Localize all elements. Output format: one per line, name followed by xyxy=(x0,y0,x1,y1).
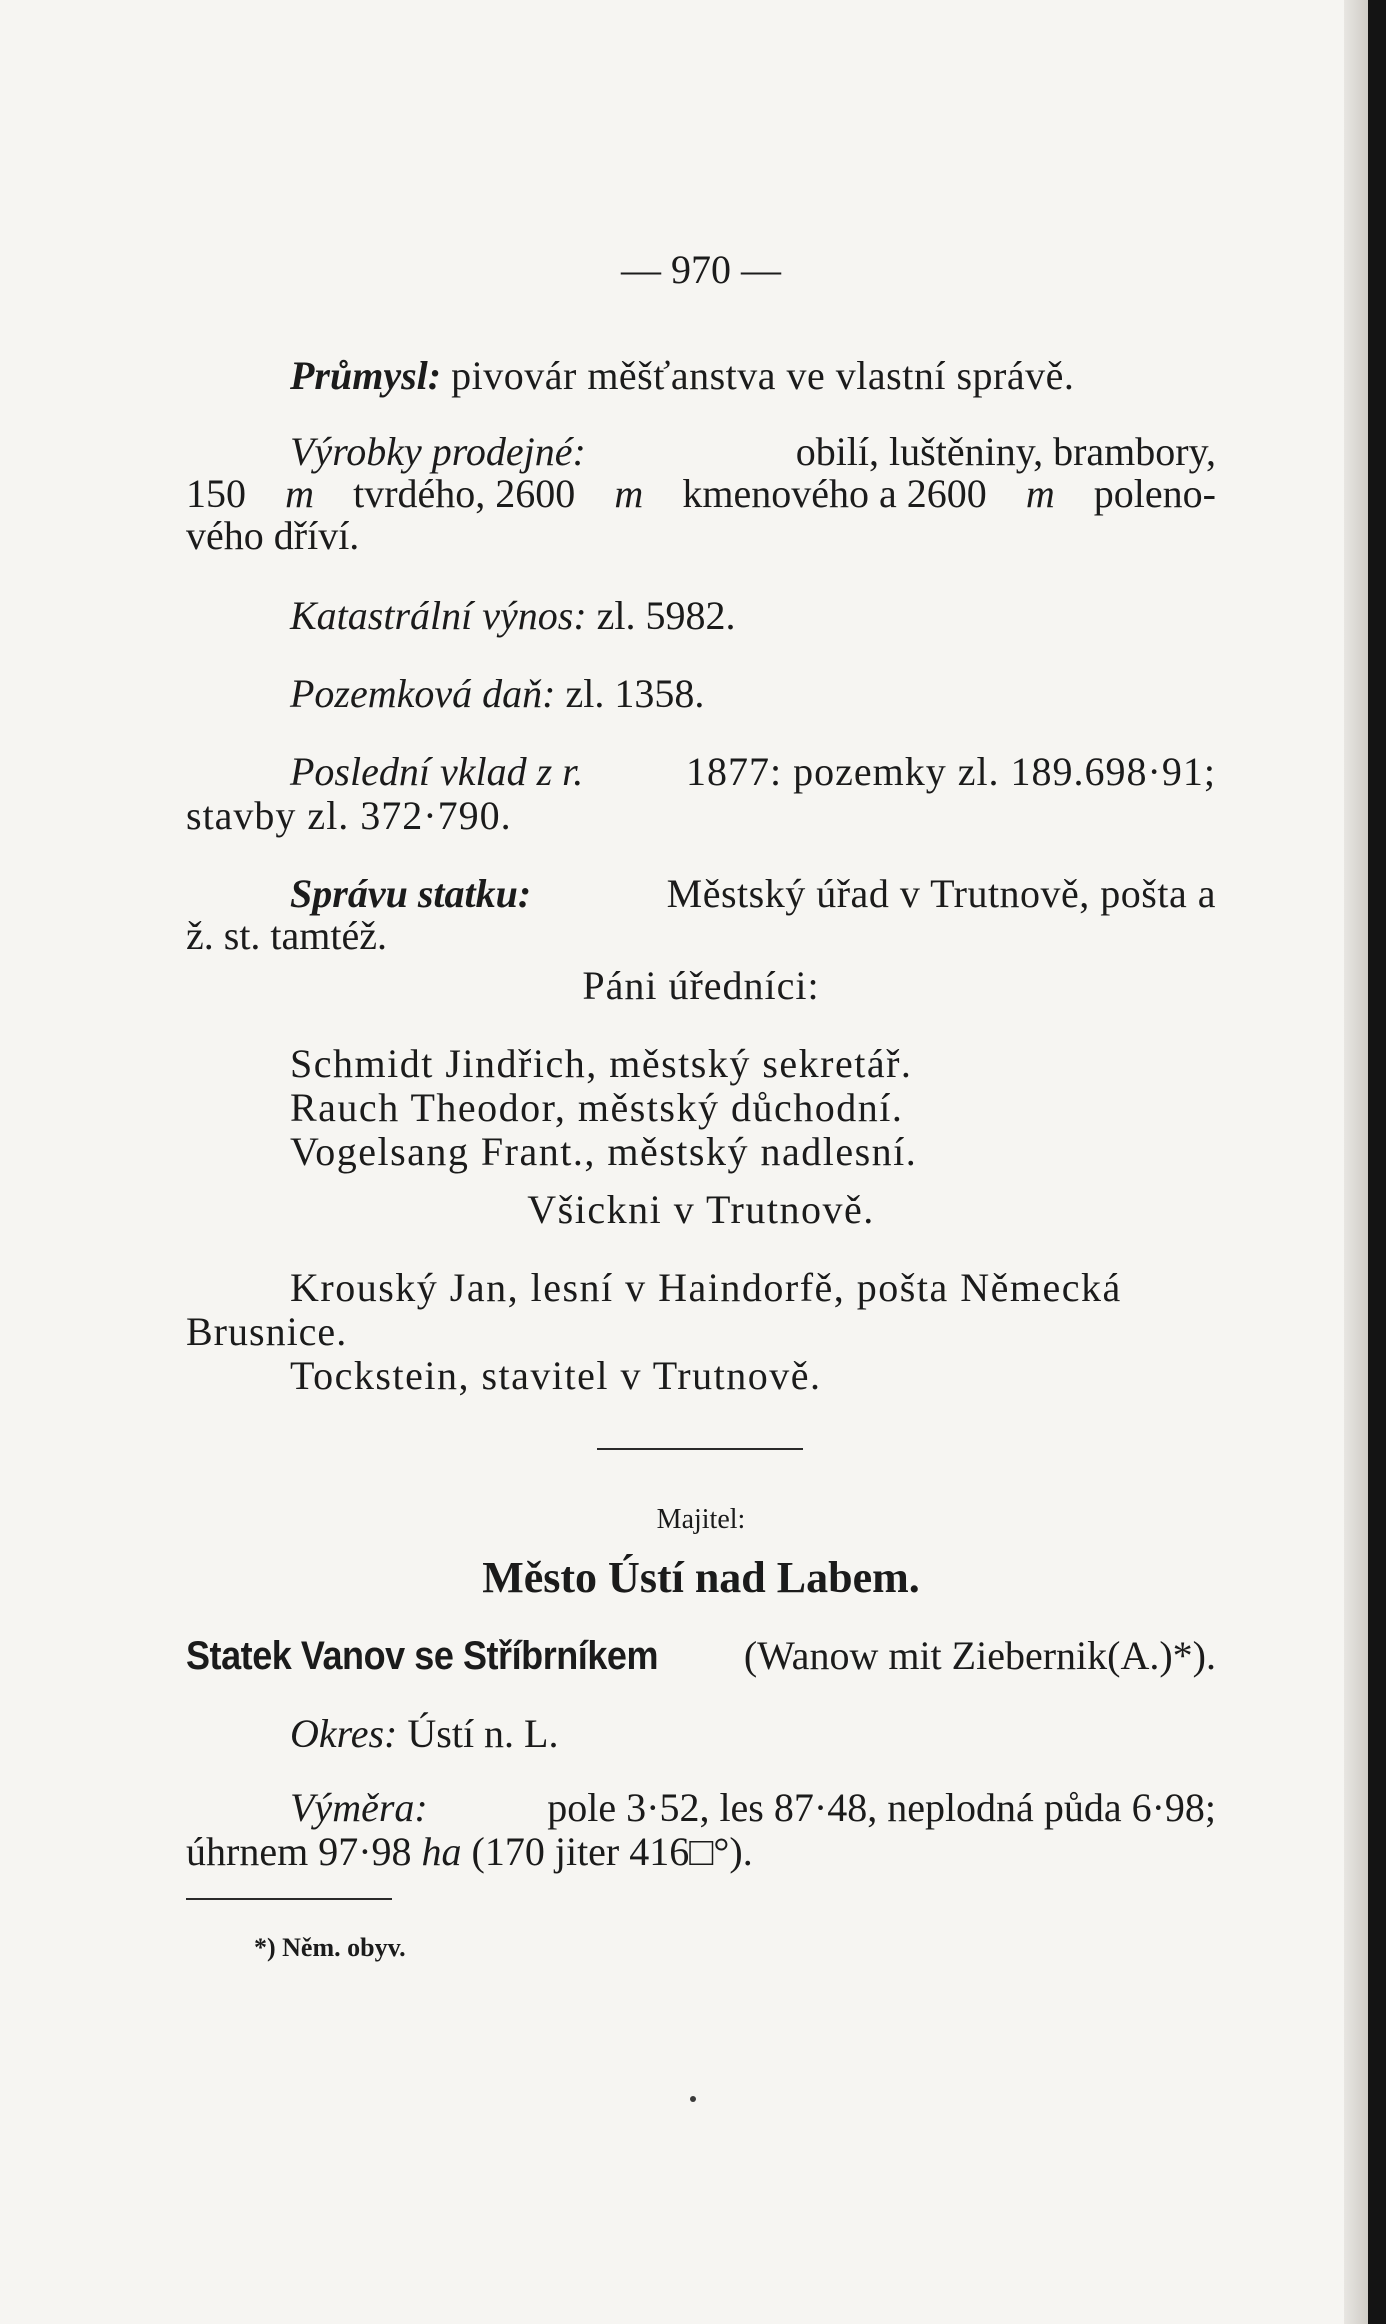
scan-border xyxy=(1368,0,1386,2324)
official-krousky-1: Krouský Jan, lesní v Haindorfě, pošta Německá xyxy=(290,1265,1122,1310)
katastr-label: Katastrální výnos: xyxy=(290,593,587,638)
vyrobky-text-2g: poleno- xyxy=(1093,471,1216,516)
sprava-text-1: Městský úřad v Trutnově, pošta a xyxy=(666,871,1216,916)
entry-prumysl xyxy=(290,352,1074,400)
owner-name: Město Ústí nad Labem. xyxy=(482,1553,920,1602)
estate-title: Statek Vanov se Stříbrníkem xyxy=(186,1634,659,1678)
vymera-text-2b: ha xyxy=(421,1829,462,1874)
vyrobky-text-2a: 150 xyxy=(186,471,246,516)
vklad-label: Poslední vklad z r. xyxy=(290,749,584,794)
official-schmidt: Schmidt Jindřich, městský sekretář. xyxy=(290,1041,913,1086)
officials-location: Všickni v Trutnově. xyxy=(527,1187,875,1232)
page-number: — 970 — xyxy=(621,247,781,292)
officials-heading: Páni úředníci: xyxy=(582,963,820,1008)
sprava-label: Správu statku: xyxy=(290,871,532,916)
official-rauch: Rauch Theodor, městský důchodní. xyxy=(290,1085,904,1130)
entry-vklad-line1 xyxy=(290,748,1216,796)
vyrobky-text-1: obilí, luštěniny, brambory, xyxy=(795,429,1216,474)
section-divider xyxy=(597,1448,803,1450)
sprava-text-2: ž. st. tamtéž. xyxy=(186,913,388,958)
footnote: *) Něm. obyv. xyxy=(254,1933,406,1962)
ink-speck xyxy=(690,2096,696,2102)
entry-vymera-line1 xyxy=(290,1784,1216,1832)
katastr-text: zl. 5982. xyxy=(596,593,736,638)
vymera-text-2c: (170 jiter 416□°). xyxy=(471,1829,753,1874)
owner-label: Majitel: xyxy=(656,1504,746,1535)
okres-text: Ústí n. L. xyxy=(407,1711,559,1756)
vymera-text-2a: úhrnem 97·98 xyxy=(186,1829,412,1874)
official-krousky-2: Brusnice. xyxy=(186,1309,348,1354)
official-vogelsang: Vogelsang Frant., městský nadlesní. xyxy=(290,1129,918,1174)
vyrobky-text-3: vého dříví. xyxy=(186,513,360,558)
estate-german: (Wanow mit Ziebernik(A.)*). xyxy=(743,1633,1216,1678)
entry-vymera-line2 xyxy=(186,1828,753,1876)
entry-vyrobky-line1 xyxy=(290,428,1216,476)
prumysl-text: pivovár měšťanstva ve vlastní správě. xyxy=(451,353,1075,398)
okres-label: Okres: xyxy=(290,1711,398,1756)
vyrobky-text-2f: m xyxy=(1025,471,1055,516)
vklad-text-1: 1877: pozemky zl. 189.698·91; xyxy=(685,749,1216,794)
entry-katastr xyxy=(290,592,736,640)
footnote-divider xyxy=(186,1898,392,1900)
vyrobky-text-2c: tvrdého, 2600 xyxy=(353,471,576,516)
vymera-text-1: pole 3·52, les 87·48, neplodná půda 6·98; xyxy=(547,1785,1216,1830)
page-edge-shadow xyxy=(1344,0,1368,2324)
vyrobky-text-2e: kmenového a 2600 xyxy=(682,471,987,516)
pozemkova-text: zl. 1358. xyxy=(565,671,705,716)
vymera-label: Výměra: xyxy=(290,1785,428,1830)
estate-title-line xyxy=(186,1632,1216,1680)
entry-vyrobky-line2 xyxy=(186,470,1216,518)
prumysl-label: Průmysl: xyxy=(290,353,442,398)
entry-pozemkova xyxy=(290,670,704,718)
official-tockstein: Tockstein, stavitel v Trutnově. xyxy=(290,1353,822,1398)
entry-sprava-line1 xyxy=(290,870,1216,918)
vyrobky-label: Výrobky prodejné: xyxy=(290,429,586,474)
entry-okres xyxy=(290,1710,559,1758)
vyrobky-text-2b: m xyxy=(285,471,314,516)
pozemkova-label: Pozemková daň: xyxy=(290,671,556,716)
vklad-text-2: stavby zl. 372·790. xyxy=(186,793,512,838)
vyrobky-text-2d: m xyxy=(614,471,644,516)
